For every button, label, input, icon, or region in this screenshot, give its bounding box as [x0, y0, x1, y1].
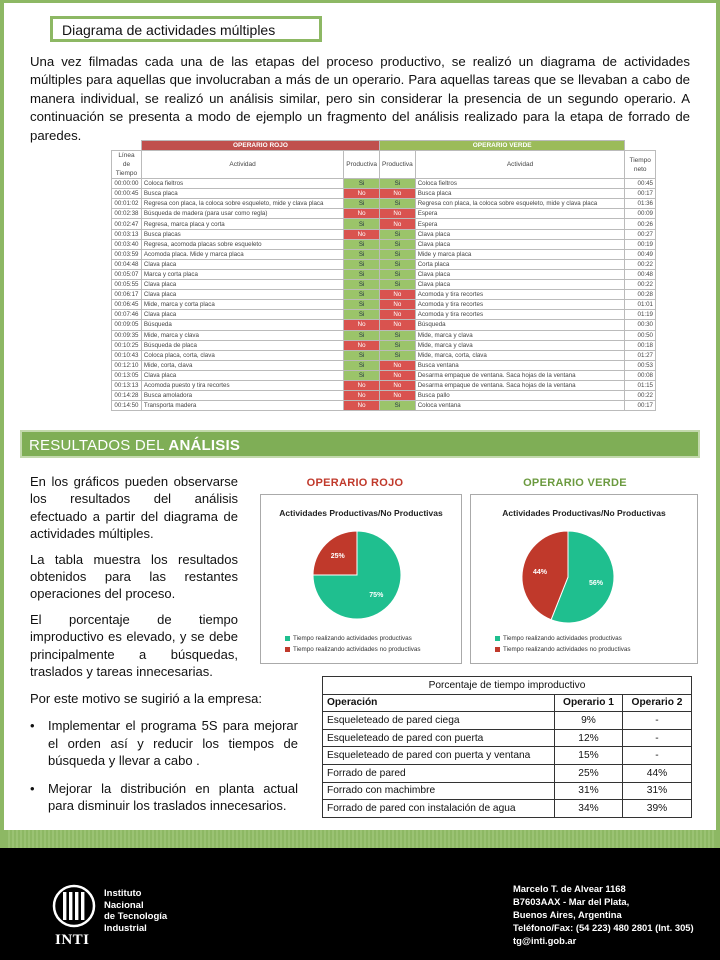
cell-productive-verde: Si [379, 269, 415, 279]
chart-heading-rojo: OPERARIO ROJO [306, 477, 404, 489]
cell-productive-rojo: No [344, 320, 380, 330]
cell-activity-rojo: Regresa, marca placa y corta [141, 219, 343, 229]
table-row [323, 800, 692, 818]
cell-percent: 25% [555, 764, 623, 782]
cell-percent: - [623, 712, 692, 730]
cell-productive-rojo: Si [344, 259, 380, 269]
col-operacion: Operación [323, 694, 555, 712]
cell-time: 00:12:10 [112, 360, 142, 370]
cell-productive-rojo: Si [344, 280, 380, 290]
cell-time: 00:01:02 [112, 199, 142, 209]
header-operario-rojo: OPERARIO ROJO [141, 141, 379, 151]
cell-activity-verde: Busca placa [415, 189, 625, 199]
table-row [112, 229, 656, 239]
legend-label: Tiempo realizando actividades no productivas [503, 646, 631, 653]
cell-percent: 44% [623, 764, 692, 782]
cell-productive-verde: No [379, 360, 415, 370]
cell-activity-rojo: Coloca fieltros [141, 179, 343, 189]
cell-net-time: 01:15 [625, 380, 656, 390]
table-row [112, 239, 656, 249]
table-row [112, 209, 656, 219]
cell-activity-verde: Clava placa [415, 239, 625, 249]
cell-activity-rojo: Busca placa [141, 189, 343, 199]
cell-productive-rojo: Si [344, 239, 380, 249]
footer [0, 848, 720, 960]
table-row [112, 310, 656, 320]
bullet-text: Implementar el programa 5S para mejorar el orden así y reducir los tiempos de búsqueda y llevar a cabo . [48, 718, 298, 769]
cell-productive-verde: Si [379, 280, 415, 290]
legend-swatch [285, 636, 290, 641]
cell-net-time: 00:22 [625, 259, 656, 269]
side-paragraph-1: En los gráficos pueden observarse los resultados del análisis efectuado a partir del diagrama de actividades múltiples. [30, 474, 238, 542]
cell-productive-verde: No [379, 219, 415, 229]
chart-title: Actividades Productivas/No Productivas [502, 508, 666, 518]
cell-productive-verde: No [379, 290, 415, 300]
intro-paragraph: Una vez filmadas cada una de las etapas del proceso productivo, se realizó un diagrama de actividades múltiples para aquellas que involucraban a más de un operario. Para aquellas tareas que se llevaban a cabo de manera individual, se realizó un análisis similar, pero sin considerar la presencia de un segundo operario. A continuación se presenta a modo de ejemplo un fragmento del análisis realizado para la etapa de forrado de paredes. [30, 54, 690, 143]
cell-productive-rojo: No [344, 189, 380, 199]
slice-label: 25% [330, 553, 345, 561]
legend-swatch [285, 647, 290, 652]
cell-net-time: 00:30 [625, 320, 656, 330]
cell-activity-rojo: Clava placa [141, 370, 343, 380]
cell-percent: 31% [623, 782, 692, 800]
cell-productive-verde: No [379, 209, 415, 219]
cell-activity-rojo: Búsqueda [141, 320, 343, 330]
cell-productive-rojo: No [344, 209, 380, 219]
cell-productive-rojo: Si [344, 179, 380, 189]
cell-productive-rojo: Si [344, 199, 380, 209]
cell-activity-verde: Espera [415, 209, 625, 219]
cell-activity-rojo: Mide, corta, clava [141, 360, 343, 370]
institution-line: Nacional [104, 899, 144, 911]
table-row [323, 764, 692, 782]
cell-net-time: 00:22 [625, 280, 656, 290]
col-productiva-verde: Productiva [379, 151, 415, 179]
cell-percent: 31% [555, 782, 623, 800]
cell-productive-verde: Si [379, 249, 415, 259]
cell-operation: Forrado de pared [323, 764, 555, 782]
table-row [112, 269, 656, 279]
legend-entry [285, 644, 421, 655]
table-row [112, 219, 656, 229]
unproductive-table-body [323, 712, 692, 818]
slice-label: 44% [532, 569, 547, 577]
cell-operation: Esqueleteado de pared ciega [323, 712, 555, 730]
cell-time: 00:05:55 [112, 280, 142, 290]
cell-activity-rojo: Acomoda placa. Mide y marca placa [141, 249, 343, 259]
cell-net-time: 00:08 [625, 370, 656, 380]
col-operario-2: Operario 2 [623, 694, 692, 712]
cell-activity-rojo: Regresa, acomoda placas sobre esqueleto [141, 239, 343, 249]
list-item [30, 717, 298, 769]
cell-productive-rojo: No [344, 340, 380, 350]
cell-time: 00:03:59 [112, 249, 142, 259]
cell-productive-rojo: No [344, 401, 380, 411]
cell-percent: 15% [555, 747, 623, 765]
cell-activity-rojo: Busca placas [141, 229, 343, 239]
col-linea-tiempo: Línea de Tiempo [112, 151, 142, 179]
cell-net-time: 00:48 [625, 269, 656, 279]
cell-activity-verde: Acomoda y tira recortes [415, 300, 625, 310]
unproductive-table [322, 676, 692, 818]
cell-activity-rojo: Marca y corta placa [141, 269, 343, 279]
suggestions [30, 690, 298, 824]
cell-time: 00:07:46 [112, 310, 142, 320]
col-actividad-verde: Actividad [415, 151, 625, 179]
cell-activity-rojo: Clava placa [141, 310, 343, 320]
table-row [112, 380, 656, 390]
cell-activity-rojo: Coloca placa, corta, clava [141, 350, 343, 360]
cell-time: 00:00:00 [112, 179, 142, 189]
legend-swatch [495, 636, 500, 641]
results-banner [20, 430, 700, 458]
cell-productive-rojo: Si [344, 249, 380, 259]
cell-activity-verde: Busca ventana [415, 360, 625, 370]
legend-entry [495, 644, 631, 655]
cell-percent: - [623, 747, 692, 765]
contact-email[interactable]: tg@inti.gob.ar [513, 935, 577, 946]
section-title: Diagrama de actividades múltiples [50, 16, 322, 42]
cell-operation: Esqueleteado de pared con puerta y ventana [323, 747, 555, 765]
legend-entry [495, 633, 631, 644]
cell-activity-verde: Clava placa [415, 269, 625, 279]
cell-net-time: 00:22 [625, 391, 656, 401]
cell-productive-verde: Si [379, 179, 415, 189]
cell-productive-rojo: Si [344, 310, 380, 320]
cell-net-time: 00:19 [625, 239, 656, 249]
table-row [112, 300, 656, 310]
cell-time: 00:06:45 [112, 300, 142, 310]
table-caption: Porcentaje de tiempo improductivo [323, 677, 692, 695]
table-row [112, 330, 656, 340]
cell-percent: 9% [555, 712, 623, 730]
cell-activity-verde: Clava placa [415, 280, 625, 290]
banner-prefix: RESULTADOS DEL [29, 437, 169, 454]
cell-net-time: 00:45 [625, 179, 656, 189]
table-row [112, 360, 656, 370]
cell-time: 00:00:45 [112, 189, 142, 199]
table-row [112, 350, 656, 360]
institution-line: Industrial [104, 922, 147, 934]
cell-time: 00:09:05 [112, 320, 142, 330]
cell-activity-verde: Mide, marca, corta, clava [415, 350, 625, 360]
cell-net-time: 00:26 [625, 219, 656, 229]
cell-productive-rojo: Si [344, 330, 380, 340]
cell-productive-rojo: Si [344, 219, 380, 229]
cell-activity-rojo: Búsqueda de placa [141, 340, 343, 350]
table-row [112, 391, 656, 401]
cell-operation: Forrado de pared con instalación de agua [323, 800, 555, 818]
bullet: • [30, 780, 35, 796]
cell-productive-rojo: Si [344, 290, 380, 300]
table-row [112, 199, 656, 209]
institution-line: Instituto [104, 888, 142, 899]
cell-time: 00:09:35 [112, 330, 142, 340]
cell-activity-verde: Desarma empaque de ventana. Saca hojas de la ventana [415, 380, 625, 390]
cell-activity-verde: Espera [415, 219, 625, 229]
cell-time: 00:03:40 [112, 239, 142, 249]
cell-net-time: 00:49 [625, 249, 656, 259]
col-productiva-rojo: Productiva [344, 151, 380, 179]
slice-label: 56% [589, 579, 604, 587]
cell-productive-rojo: No [344, 391, 380, 401]
cell-percent: 12% [555, 729, 623, 747]
chart-heading-verde: OPERARIO VERDE [523, 477, 627, 489]
table-row [112, 401, 656, 411]
header-operario-verde: OPERARIO VERDE [379, 141, 624, 151]
cell-percent: 39% [623, 800, 692, 818]
cell-activity-rojo: Transporta madera [141, 401, 343, 411]
banner-bold: ANÁLISIS [168, 437, 241, 454]
cell-time: 00:02:47 [112, 219, 142, 229]
cell-productive-verde: Si [379, 239, 415, 249]
cell-time: 00:06:17 [112, 290, 142, 300]
cell-productive-verde: Si [379, 350, 415, 360]
cell-time: 00:14:28 [112, 391, 142, 401]
table-row [112, 340, 656, 350]
table-row [112, 189, 656, 199]
side-paragraph-3: El porcentaje de tiempo improductivo es elevado, y se debe principalmente a búsquedas, traslados y tareas innecesarias. [30, 611, 238, 680]
footer-strip [0, 830, 720, 848]
cell-productive-verde: No [379, 310, 415, 320]
pie-chart-verde [470, 494, 698, 664]
chart-title: Actividades Productivas/No Productivas [279, 508, 443, 518]
cell-time: 00:13:13 [112, 380, 142, 390]
table-row [112, 320, 656, 330]
cell-activity-verde: Búsqueda [415, 320, 625, 330]
side-paragraph-2: La tabla muestra los resultados obtenidos para las restantes operaciones del proceso. [30, 551, 238, 602]
cell-net-time: 00:17 [625, 401, 656, 411]
cell-operation: Esqueleteado de pared con puerta [323, 729, 555, 747]
table-row [112, 280, 656, 290]
cell-activity-verde: Busca pallo [415, 391, 625, 401]
table-row [112, 370, 656, 380]
cell-net-time: 01:19 [625, 310, 656, 320]
activity-table-body [112, 179, 656, 411]
cell-net-time: 00:18 [625, 340, 656, 350]
cell-productive-verde: No [379, 391, 415, 401]
results-side-text [30, 473, 238, 688]
cell-productive-rojo: No [344, 380, 380, 390]
contact-phone: Teléfono/Fax: (54 223) 480 2801 (Int. 305) [513, 922, 694, 933]
slice-label: 75% [369, 591, 384, 599]
cell-activity-rojo: Búsqueda de madera (para usar como regla) [141, 209, 343, 219]
cell-activity-verde: Mide y marca placa [415, 249, 625, 259]
cell-time: 00:05:07 [112, 269, 142, 279]
cell-productive-verde: No [379, 370, 415, 380]
logo-text: INTI [55, 932, 90, 948]
cell-activity-verde: Clava placa [415, 229, 625, 239]
cell-net-time: 00:09 [625, 209, 656, 219]
institution-name [104, 888, 167, 934]
col-operario-1: Operario 1 [555, 694, 623, 712]
inti-logo-icon [52, 884, 96, 928]
cell-net-time: 00:53 [625, 360, 656, 370]
legend-label: Tiempo realizando actividades productivas [503, 635, 622, 642]
cell-productive-verde: No [379, 300, 415, 310]
cell-net-time: 01:01 [625, 300, 656, 310]
cell-activity-verde: Mide, marca y clava [415, 340, 625, 350]
cell-productive-verde: No [379, 189, 415, 199]
bullet-text: Mejorar la distribución en planta actual para disminuir los traslados innecesarios. [48, 780, 298, 814]
cell-productive-verde: Si [379, 199, 415, 209]
cell-percent: - [623, 729, 692, 747]
suggestions-list [30, 717, 298, 814]
table-row [112, 249, 656, 259]
col-actividad-rojo: Actividad [141, 151, 343, 179]
cell-net-time: 00:27 [625, 229, 656, 239]
cell-activity-rojo: Clava placa [141, 290, 343, 300]
cell-activity-verde: Coloca ventana [415, 401, 625, 411]
suggestions-intro: Por este motivo se sugirió a la empresa: [30, 691, 262, 706]
cell-activity-verde: Acomoda y tira recortes [415, 290, 625, 300]
legend-entry [285, 633, 421, 644]
pie-chart-rojo [260, 494, 462, 664]
cell-activity-rojo: Regresa con placa, la coloca sobre esqueleto, mide y clava placa [141, 199, 343, 209]
cell-productive-verde: Si [379, 340, 415, 350]
cell-operation: Forrado con machimbre [323, 782, 555, 800]
cell-net-time: 00:28 [625, 290, 656, 300]
table-row [112, 290, 656, 300]
cell-productive-rojo: No [344, 229, 380, 239]
bullet: • [30, 718, 35, 734]
table-row [112, 259, 656, 269]
cell-net-time: 01:36 [625, 199, 656, 209]
cell-time: 00:14:50 [112, 401, 142, 411]
table-row [323, 729, 692, 747]
cell-time: 00:10:43 [112, 350, 142, 360]
cell-productive-verde: Si [379, 229, 415, 239]
cell-productive-rojo: Si [344, 269, 380, 279]
cell-net-time: 01:27 [625, 350, 656, 360]
cell-time: 00:10:25 [112, 340, 142, 350]
legend-label: Tiempo realizando actividades no productivas [293, 646, 421, 653]
list-item [30, 780, 298, 815]
table-row [323, 782, 692, 800]
cell-net-time: 00:50 [625, 330, 656, 340]
cell-productive-verde: Si [379, 401, 415, 411]
col-tiempo-neto: Tiempo neto [625, 151, 656, 179]
cell-time: 00:02:38 [112, 209, 142, 219]
table-row [323, 712, 692, 730]
table-row [112, 179, 656, 189]
cell-activity-verde: Corta placa [415, 259, 625, 269]
cell-productive-verde: Si [379, 330, 415, 340]
cell-activity-rojo: Mide, marca y corta placa [141, 300, 343, 310]
contact-city: B7603AAX - Mar del Plata, [513, 896, 630, 907]
legend-swatch [495, 647, 500, 652]
cell-time: 00:04:48 [112, 259, 142, 269]
chart-legend [285, 633, 421, 655]
cell-activity-rojo: Busca amoladora [141, 391, 343, 401]
cell-activity-verde: Mide, marca y clava [415, 330, 625, 340]
cell-productive-verde: No [379, 320, 415, 330]
contact-info [513, 882, 694, 947]
chart-legend [495, 633, 631, 655]
cell-activity-verde: Coloca fieltros [415, 179, 625, 189]
cell-time: 00:13:05 [112, 370, 142, 380]
cell-productive-rojo: Si [344, 300, 380, 310]
contact-address: Marcelo T. de Alvear 1168 [513, 883, 626, 894]
cell-activity-rojo: Acomoda puesto y tira recortes [141, 380, 343, 390]
cell-productive-rojo: Si [344, 360, 380, 370]
activity-table [111, 140, 656, 411]
legend-label: Tiempo realizando actividades productivas [293, 635, 412, 642]
cell-activity-verde: Desarma empaque de ventana. Saca hojas de la ventana [415, 370, 625, 380]
cell-activity-rojo: Mide, marca y clava [141, 330, 343, 340]
cell-activity-rojo: Clava placa [141, 259, 343, 269]
contact-country: Buenos Aires, Argentina [513, 909, 622, 920]
cell-net-time: 00:17 [625, 189, 656, 199]
cell-time: 00:03:13 [112, 229, 142, 239]
table-row [323, 747, 692, 765]
cell-productive-rojo: Si [344, 350, 380, 360]
cell-activity-verde: Acomoda y tira recortes [415, 310, 625, 320]
institution-line: de Tecnología [104, 911, 168, 923]
cell-productive-verde: No [379, 380, 415, 390]
cell-productive-verde: Si [379, 259, 415, 269]
cell-activity-verde: Regresa con placa, la coloca sobre esqueleto, mide y clava placa [415, 199, 625, 209]
cell-activity-rojo: Clava placa [141, 280, 343, 290]
cell-percent: 34% [555, 800, 623, 818]
cell-productive-rojo: Si [344, 370, 380, 380]
